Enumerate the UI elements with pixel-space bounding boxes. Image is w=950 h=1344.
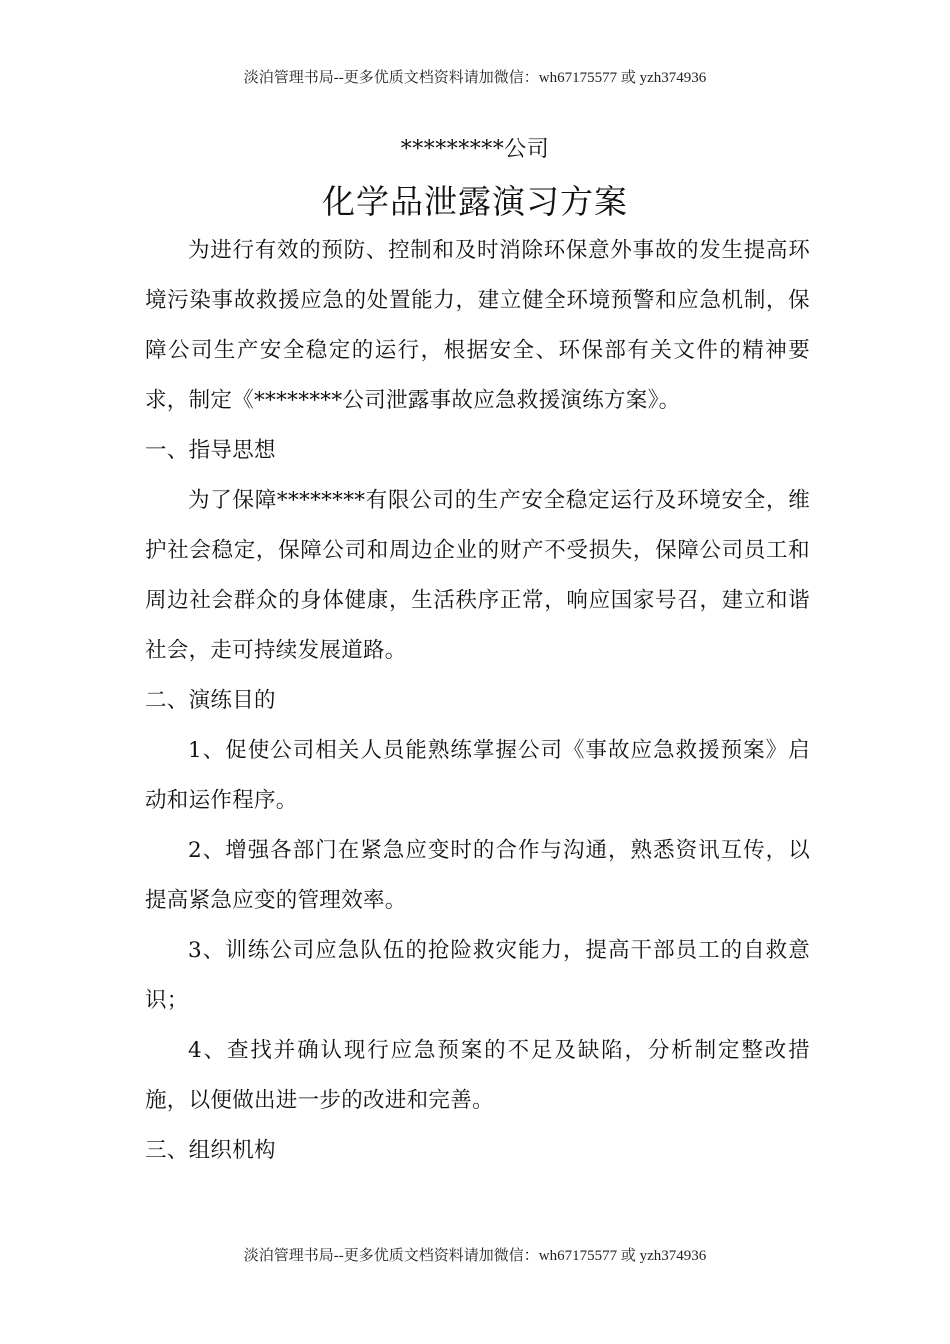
purpose-item-2: 2、增强各部门在紧急应变时的合作与沟通，熟悉资讯互传，以提高紧急应变的管理效率。 (145, 838, 810, 913)
section-heading-guiding-ideology: 一、指导思想 (145, 438, 276, 463)
purpose-item-1: 1、促使公司相关人员能熟练掌握公司《事故应急救援预案》启动和运作程序。 (145, 738, 810, 813)
section-heading-drill-purpose: 二、演练目的 (145, 688, 276, 713)
document-title: 化学品泄露演习方案 (322, 182, 628, 221)
section-heading-organization: 三、组织机构 (145, 1138, 276, 1163)
page-footer: 淡泊管理书局--更多优质文档资料请加微信：wh67175577 或 yzh374936 (243, 1248, 707, 1264)
document-body (145, 226, 810, 1176)
intro-paragraph: 为进行有效的预防、控制和及时消除环保意外事故的发生提高环境污染事故救援应急的处置能力，建立健全环境预警和应急机制，保障公司生产安全稳定的运行，根据安全、环保部有关文件的精神要求，制定《********公司泄露事故应急救援演练方案》。 (145, 238, 810, 413)
company-name: *********公司 (400, 137, 550, 162)
purpose-item-4: 4、查找并确认现行应急预案的不足及缺陷，分析制定整改措施，以便做出进一步的改进和完善。 (145, 1038, 810, 1113)
purpose-item-3: 3、训练公司应急队伍的抢险救灾能力，提高干部员工的自救意识； (145, 938, 810, 1013)
page-header: 淡泊管理书局--更多优质文档资料请加微信：wh67175577 或 yzh374936 (243, 70, 707, 86)
guiding-ideology-paragraph: 为了保障********有限公司的生产安全稳定运行及环境安全，维护社会稳定，保障公司和周边企业的财产不受损失，保障公司员工和周边社会群众的身体健康，生活秩序正常，响应国家号召，建立和谐社会，走可持续发展道路。 (145, 488, 810, 663)
